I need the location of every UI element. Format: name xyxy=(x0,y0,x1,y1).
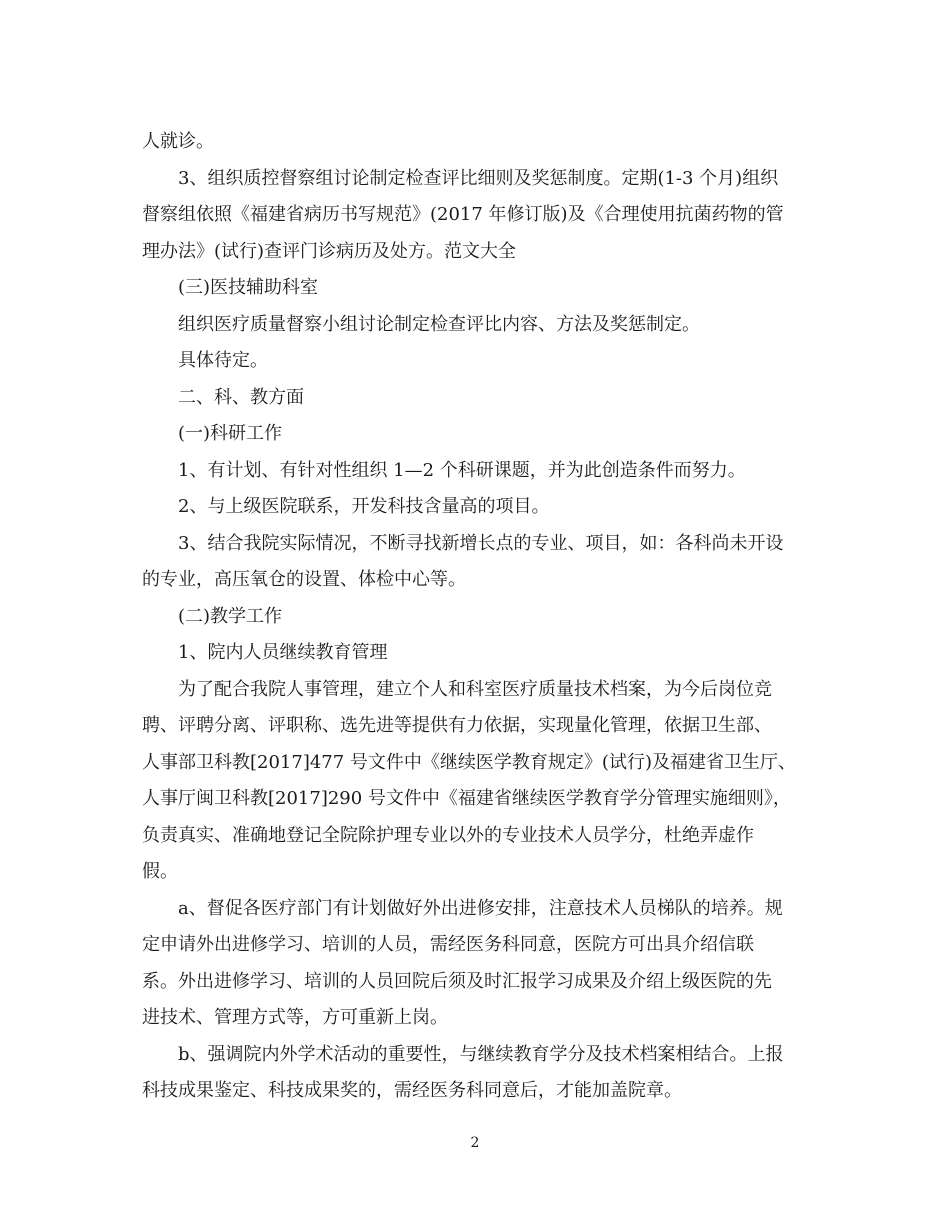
text-line: 组织医疗质量督察小组讨论制定检查评比内容、方法及奖惩制定。 xyxy=(178,313,700,335)
text-line: 督察组依照《福建省病历书写规范》(2017 年修订版)及《合理使用抗菌药物的管 xyxy=(142,204,784,225)
section-heading xyxy=(142,380,807,417)
text-line: 为了配合我院人事管理，建立个人和科室医疗质量技术档案，为今后岗位竞 xyxy=(178,678,772,700)
paragraph xyxy=(142,124,807,161)
page-body xyxy=(142,124,807,1110)
text-line: 1、院内人员继续教育管理 xyxy=(178,642,388,663)
text-line: 3、组织质控督察组讨论制定检查评比细则及奖惩制度。定期(1-3 个月)组织 xyxy=(178,167,779,189)
text-line: 假。 xyxy=(142,861,178,882)
paragraph xyxy=(142,489,807,526)
text-line: (二)教学工作 xyxy=(178,605,283,627)
section-heading xyxy=(142,270,807,307)
text-line: 人就诊。 xyxy=(142,131,214,152)
text-line: 科技成果鉴定、科技成果奖的，需经医务科同意后，才能加盖院章。 xyxy=(142,1080,682,1101)
section-heading xyxy=(142,599,807,636)
paragraph xyxy=(142,526,807,599)
paragraph xyxy=(142,307,807,344)
paragraph xyxy=(142,1037,807,1110)
text-line: 二、科、教方面 xyxy=(178,386,304,408)
text-line: 1、有计划、有针对性组织 1—2 个科研课题，并为此创造条件而努力。 xyxy=(178,459,746,481)
text-line: 系。外出进修学习、培训的人员回院后须及时汇报学习成果及介绍上级医院的先 xyxy=(142,970,772,992)
paragraph xyxy=(142,672,807,891)
text-line: (一)科研工作 xyxy=(178,423,283,444)
section-heading xyxy=(142,635,807,672)
paragraph xyxy=(142,343,807,380)
text-line: b、强调院内外学术活动的重要性，与继续教育学分及技术档案相结合。上报 xyxy=(178,1043,784,1065)
text-line: 3、结合我院实际情况，不断寻找新增长点的专业、项目，如：各科尚未开设 xyxy=(178,532,784,554)
text-line: 2、与上级医院联系，开发科技含量高的项目。 xyxy=(178,496,550,517)
text-line: (三)医技辅助科室 xyxy=(178,277,319,298)
text-line: 具体待定。 xyxy=(178,350,268,371)
text-line: 的专业，高压氧仓的设置、体检中心等。 xyxy=(142,569,466,590)
paragraph xyxy=(142,891,807,1037)
paragraph xyxy=(142,453,807,490)
text-line: 进技术、管理方式等，方可重新上岗。 xyxy=(142,1007,448,1028)
paragraph xyxy=(142,161,807,271)
text-line: 聘、评聘分离、评职称、选先进等提供有力依据，实现量化管理，依据卫生部、 xyxy=(142,715,772,736)
text-line: 人事厅闽卫科教[2017]290 号文件中《福建省继续医学教育学分管理实施细则》， xyxy=(142,788,791,809)
page-number: 2 xyxy=(470,1135,480,1151)
section-heading xyxy=(142,416,807,453)
text-line: 人事部卫科教[2017]477 号文件中《继续医学教育规定》(试行)及福建省卫生厅、 xyxy=(142,751,796,773)
text-line: a、督促各医疗部门有计划做好外出进修安排，注意技术人员梯队的培养。规 xyxy=(178,897,783,919)
text-line: 负责真实、准确地登记全院除护理专业以外的专业技术人员学分，杜绝弄虚作 xyxy=(142,824,754,846)
text-line: 定申请外出进修学习、培训的人员，需经医务科同意，医院方可出具介绍信联 xyxy=(142,934,754,955)
text-line: 理办法》(试行)查评门诊病历及处方。范文大全 xyxy=(142,240,517,262)
